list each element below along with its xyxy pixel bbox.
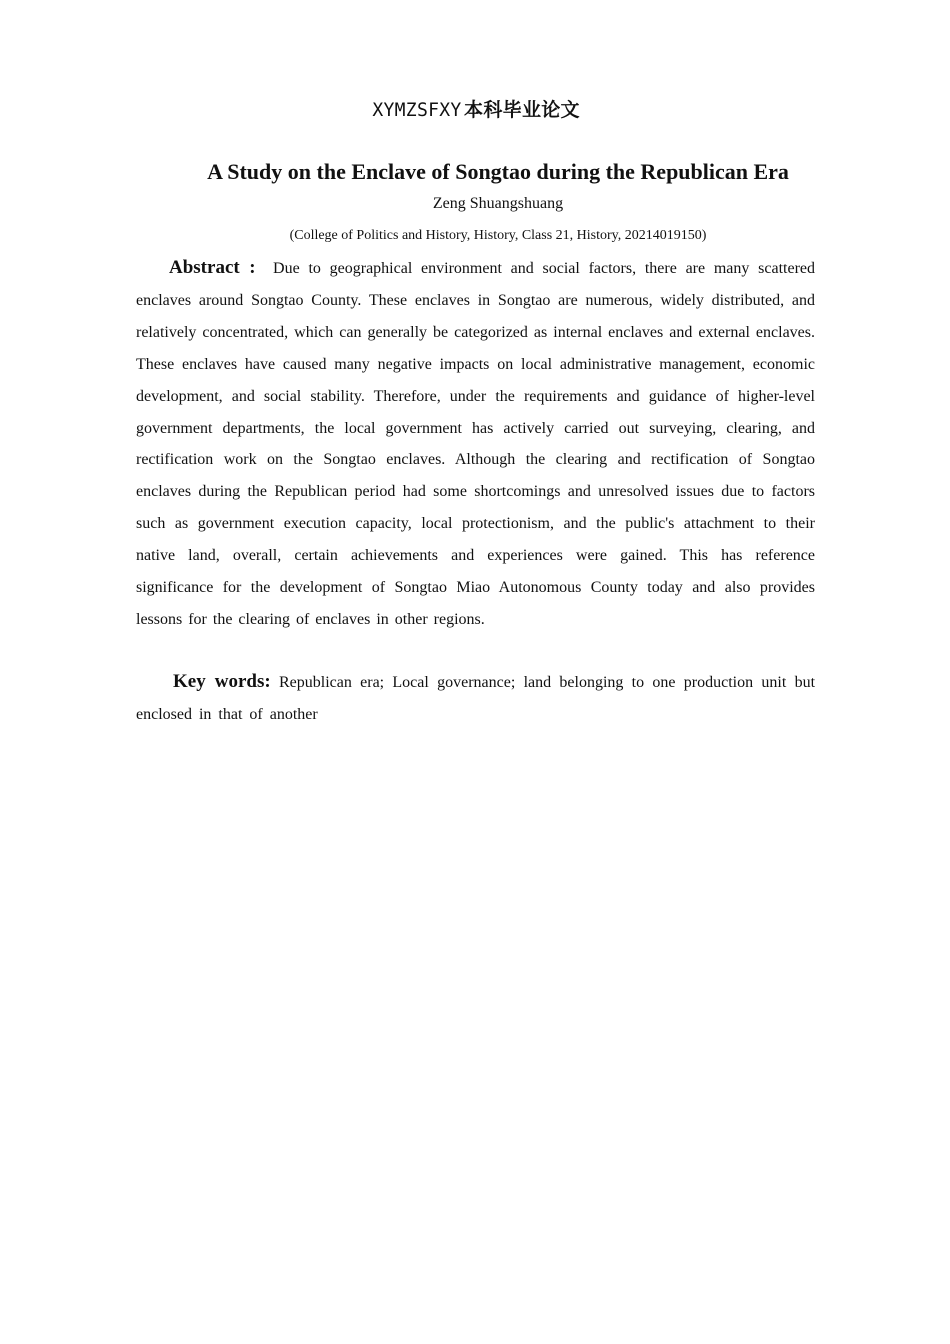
keywords-text: Republican era; Local governance; land belonging to one production unit but enclosed in that of another bbox=[136, 674, 816, 723]
header-institution-code: XYMZSFXY bbox=[372, 99, 462, 121]
header-thesis-label: 本科毕业论文 bbox=[464, 99, 580, 121]
keywords-label: Key words: bbox=[173, 671, 271, 692]
paper-title: A Study on the Enclave of Songtao during the Republican Era bbox=[207, 159, 789, 184]
page-header bbox=[0, 94, 950, 125]
abstract-paragraph bbox=[136, 252, 815, 636]
abstract-text: Due to geographical environment and social factors, there are many scattered enclaves around Songtao County. These enclaves in Songtao are numerous, widely distributed, and relatively concentrated, which can generally be categorized as internal enclaves and external enclaves. These enclaves have caused many negative impacts on local administrative management, economic development, and social stability. Therefore, under the requirements and guidance of higher-level government departments, the local government has actively carried out surveying, clearing, and rectification work on the Songtao enclaves. Although the clearing and rectification of Songtao enclaves during the Republican period had some shortcomings and unresolved issues due to factors such as government execution capacity, local protectionism, and the public's attachment to their native land, overall, certain achievements and experiences were gained. This has reference significance for the development of Songtao Miao Autonomous County today and also provides lessons for the clearing of enclaves in other regions. bbox=[136, 260, 816, 628]
keywords-paragraph bbox=[136, 666, 815, 731]
paper-affiliation: (College of Politics and History, History, Class 21, History, 20214019150) bbox=[289, 228, 707, 243]
paper-author: Zeng Shuangshuang bbox=[432, 195, 564, 212]
abstract-label: Abstract : bbox=[169, 257, 256, 278]
